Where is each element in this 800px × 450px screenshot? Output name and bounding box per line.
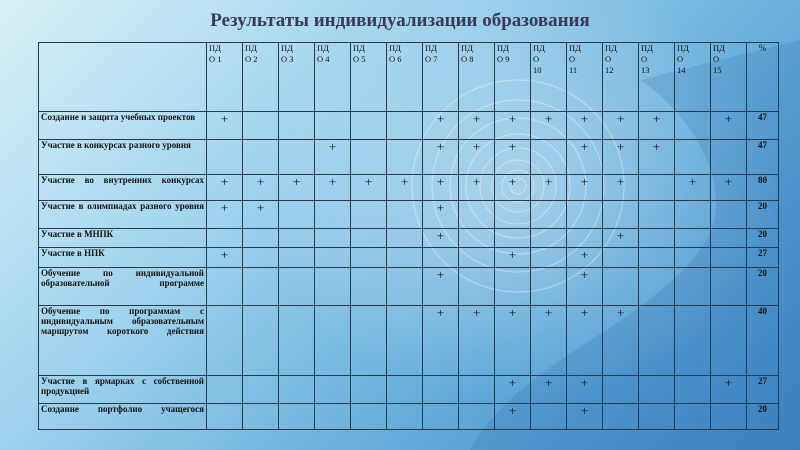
plus-mark: + xyxy=(508,403,517,418)
column-header-pdo-2 xyxy=(243,43,279,112)
mark-cell xyxy=(603,306,639,376)
plus-mark: + xyxy=(436,139,445,154)
plus-mark: + xyxy=(220,174,229,189)
mark-cell xyxy=(603,404,639,430)
page-title: Результаты индивидуализации образования xyxy=(210,10,590,31)
column-header-line: ПД xyxy=(497,43,509,53)
mark-cell xyxy=(639,404,675,430)
percent-value: 20 xyxy=(747,229,779,248)
mark-cell xyxy=(243,112,279,140)
mark-cell xyxy=(315,201,351,229)
table-row xyxy=(39,248,779,268)
mark-cell xyxy=(207,175,243,201)
column-header-line: О xyxy=(641,54,648,64)
column-header-line: О 9 xyxy=(497,54,510,64)
mark-cell xyxy=(531,306,567,376)
row-label: Участие в НПК xyxy=(39,248,207,268)
column-header-pdo-4 xyxy=(315,43,351,112)
mark-cell xyxy=(675,404,711,430)
percent-value: 20 xyxy=(747,268,779,306)
mark-cell xyxy=(567,268,603,306)
plus-mark: + xyxy=(544,111,553,126)
mark-cell xyxy=(531,201,567,229)
plus-mark: + xyxy=(580,111,589,126)
column-header-line: О 8 xyxy=(461,54,474,64)
plus-mark: + xyxy=(544,375,553,390)
mark-cell xyxy=(639,248,675,268)
mark-cell xyxy=(243,404,279,430)
mark-cell xyxy=(531,376,567,404)
mark-cell xyxy=(279,248,315,268)
mark-cell xyxy=(387,248,423,268)
mark-cell xyxy=(279,404,315,430)
column-header-line: ПД xyxy=(461,43,473,53)
mark-cell xyxy=(675,175,711,201)
plus-mark: + xyxy=(616,139,625,154)
column-header-line: О xyxy=(533,54,540,64)
column-header-pdo-7 xyxy=(423,43,459,112)
mark-cell xyxy=(495,229,531,248)
column-header-line: О 4 xyxy=(317,54,330,64)
mark-cell xyxy=(279,201,315,229)
table-row xyxy=(39,229,779,248)
row-label: Участие во внутренних конкурсах xyxy=(39,175,207,201)
plus-mark: + xyxy=(688,174,697,189)
mark-cell xyxy=(603,229,639,248)
column-header-line: 14 xyxy=(677,65,686,75)
column-header-line: О 6 xyxy=(389,54,402,64)
plus-mark: + xyxy=(580,375,589,390)
column-header-line: О 7 xyxy=(425,54,438,64)
mark-cell xyxy=(711,229,747,248)
mark-cell xyxy=(423,175,459,201)
mark-cell xyxy=(567,140,603,175)
row-label: Участие в олимпиадах разного уровня xyxy=(39,201,207,229)
mark-cell xyxy=(675,112,711,140)
column-header-line: ПД xyxy=(353,43,365,53)
column-header-line: ПД xyxy=(569,43,581,53)
mark-cell xyxy=(603,201,639,229)
mark-cell xyxy=(387,229,423,248)
mark-cell xyxy=(351,268,387,306)
mark-cell xyxy=(351,175,387,201)
row-label: Обучение по индивидуальной образовательной программе xyxy=(39,268,207,306)
plus-mark: + xyxy=(220,247,229,262)
plus-mark: + xyxy=(256,174,265,189)
mark-cell xyxy=(207,248,243,268)
plus-mark: + xyxy=(508,247,517,262)
column-header-pdo-6 xyxy=(387,43,423,112)
mark-cell xyxy=(711,175,747,201)
mark-cell xyxy=(711,248,747,268)
mark-cell xyxy=(711,268,747,306)
mark-cell xyxy=(567,248,603,268)
mark-cell xyxy=(531,268,567,306)
column-header-pdo-8 xyxy=(459,43,495,112)
plus-mark: + xyxy=(724,174,733,189)
mark-cell xyxy=(531,229,567,248)
mark-cell xyxy=(243,306,279,376)
mark-cell xyxy=(675,268,711,306)
percent-value: 27 xyxy=(747,248,779,268)
plus-mark: + xyxy=(436,111,445,126)
mark-cell xyxy=(675,376,711,404)
mark-cell xyxy=(207,268,243,306)
mark-cell xyxy=(711,201,747,229)
plus-mark: + xyxy=(220,111,229,126)
column-header-line: О xyxy=(605,54,612,64)
mark-cell xyxy=(639,175,675,201)
mark-cell xyxy=(279,268,315,306)
mark-cell xyxy=(351,248,387,268)
column-header-line: 15 xyxy=(713,65,722,75)
mark-cell xyxy=(315,112,351,140)
mark-cell xyxy=(459,404,495,430)
column-header-line: ПД xyxy=(425,43,437,53)
row-label: Создание портфолио учащегося xyxy=(39,404,207,430)
mark-cell xyxy=(207,140,243,175)
mark-cell xyxy=(603,175,639,201)
mark-cell xyxy=(567,229,603,248)
percent-value: 47 xyxy=(747,112,779,140)
mark-cell xyxy=(387,306,423,376)
mark-cell xyxy=(387,140,423,175)
mark-cell xyxy=(711,404,747,430)
mark-cell xyxy=(279,175,315,201)
percent-value: 20 xyxy=(747,404,779,430)
header-corner-cell xyxy=(39,43,207,112)
mark-cell xyxy=(243,248,279,268)
column-header-pdo-14 xyxy=(675,43,711,112)
plus-mark: + xyxy=(436,267,445,282)
mark-cell xyxy=(459,112,495,140)
plus-mark: + xyxy=(652,111,661,126)
mark-cell xyxy=(603,248,639,268)
mark-cell xyxy=(207,376,243,404)
mark-cell xyxy=(243,268,279,306)
column-header-line: ПД xyxy=(209,43,221,53)
column-header-line: ПД xyxy=(641,43,653,53)
mark-cell xyxy=(495,201,531,229)
mark-cell xyxy=(351,306,387,376)
column-header-pdo-10 xyxy=(531,43,567,112)
mark-cell xyxy=(711,306,747,376)
table-row xyxy=(39,175,779,201)
plus-mark: + xyxy=(580,267,589,282)
mark-cell xyxy=(495,140,531,175)
column-header-line: 12 xyxy=(605,65,614,75)
mark-cell xyxy=(639,140,675,175)
mark-cell xyxy=(423,201,459,229)
mark-cell xyxy=(279,306,315,376)
column-header-line: 11 xyxy=(569,65,578,75)
mark-cell xyxy=(459,175,495,201)
table-row xyxy=(39,201,779,229)
mark-cell xyxy=(603,112,639,140)
percent-value: 47 xyxy=(747,140,779,175)
mark-cell xyxy=(423,268,459,306)
plus-mark: + xyxy=(544,174,553,189)
column-header-line: О xyxy=(713,54,720,64)
mark-cell xyxy=(207,306,243,376)
mark-cell xyxy=(711,112,747,140)
plus-mark: + xyxy=(436,228,445,243)
column-header-line: О 3 xyxy=(281,54,294,64)
mark-cell xyxy=(243,201,279,229)
column-header-line: О 2 xyxy=(245,54,258,64)
plus-mark: + xyxy=(436,174,445,189)
mark-cell xyxy=(423,248,459,268)
percent-value: 20 xyxy=(747,201,779,229)
mark-cell xyxy=(351,201,387,229)
column-header-line: ПД xyxy=(389,43,401,53)
column-header-line: ПД xyxy=(281,43,293,53)
plus-mark: + xyxy=(724,375,733,390)
mark-cell xyxy=(567,376,603,404)
plus-mark: + xyxy=(508,375,517,390)
mark-cell xyxy=(711,376,747,404)
mark-cell xyxy=(675,248,711,268)
plus-mark: + xyxy=(508,111,517,126)
row-label: Создание и защита учебных проектов xyxy=(39,112,207,140)
mark-cell xyxy=(387,404,423,430)
mark-cell xyxy=(639,268,675,306)
mark-cell xyxy=(279,376,315,404)
plus-mark: + xyxy=(472,174,481,189)
mark-cell xyxy=(315,229,351,248)
table-row xyxy=(39,140,779,175)
plus-mark: + xyxy=(652,139,661,154)
plus-mark: + xyxy=(436,305,445,320)
mark-cell xyxy=(207,404,243,430)
plus-mark: + xyxy=(364,174,373,189)
mark-cell xyxy=(459,201,495,229)
mark-cell xyxy=(315,268,351,306)
column-header-pdo-15 xyxy=(711,43,747,112)
plus-mark: + xyxy=(580,403,589,418)
mark-cell xyxy=(351,229,387,248)
plus-mark: + xyxy=(616,305,625,320)
table-row xyxy=(39,404,779,430)
column-header-line: ПД xyxy=(713,43,725,53)
mark-cell xyxy=(423,112,459,140)
mark-cell xyxy=(243,175,279,201)
mark-cell xyxy=(675,229,711,248)
percent-value: 40 xyxy=(747,306,779,376)
mark-cell xyxy=(603,268,639,306)
mark-cell xyxy=(567,201,603,229)
mark-cell xyxy=(351,140,387,175)
mark-cell xyxy=(459,248,495,268)
column-header-line: ПД xyxy=(605,43,617,53)
column-header-line: О 5 xyxy=(353,54,366,64)
mark-cell xyxy=(495,112,531,140)
mark-cell xyxy=(531,175,567,201)
mark-cell xyxy=(315,175,351,201)
column-header-line: О xyxy=(569,54,576,64)
mark-cell xyxy=(279,112,315,140)
mark-cell xyxy=(495,404,531,430)
mark-cell xyxy=(387,268,423,306)
mark-cell xyxy=(639,229,675,248)
mark-cell xyxy=(207,201,243,229)
mark-cell xyxy=(495,376,531,404)
plus-mark: + xyxy=(472,139,481,154)
mark-cell xyxy=(279,229,315,248)
mark-cell xyxy=(603,376,639,404)
mark-cell xyxy=(495,175,531,201)
column-header-line: ПД xyxy=(317,43,329,53)
mark-cell xyxy=(243,140,279,175)
mark-cell xyxy=(459,376,495,404)
mark-cell xyxy=(567,404,603,430)
plus-mark: + xyxy=(508,139,517,154)
mark-cell xyxy=(423,404,459,430)
mark-cell xyxy=(243,229,279,248)
row-label: Участие в ярмарках с собственной продукцией xyxy=(39,376,207,404)
plus-mark: + xyxy=(400,174,409,189)
column-header-pdo-1 xyxy=(207,43,243,112)
table-row xyxy=(39,376,779,404)
column-header-line: ПД xyxy=(245,43,257,53)
mark-cell xyxy=(567,112,603,140)
mark-cell xyxy=(495,248,531,268)
plus-mark: + xyxy=(508,174,517,189)
mark-cell xyxy=(387,201,423,229)
mark-cell xyxy=(567,306,603,376)
mark-cell xyxy=(315,140,351,175)
mark-cell xyxy=(639,376,675,404)
row-label: Обучение по программам с индивидуальным образовательным маршрутом короткого действия xyxy=(39,306,207,376)
column-header-line: ПД xyxy=(677,43,689,53)
mark-cell xyxy=(387,376,423,404)
plus-mark: + xyxy=(472,111,481,126)
mark-cell xyxy=(531,248,567,268)
table-body xyxy=(39,112,779,430)
row-label: Участие в конкурсах разного уровня xyxy=(39,140,207,175)
column-header-pdo-9 xyxy=(495,43,531,112)
plus-mark: + xyxy=(580,174,589,189)
mark-cell xyxy=(207,229,243,248)
plus-mark: + xyxy=(436,200,445,215)
plus-mark: + xyxy=(544,305,553,320)
mark-cell xyxy=(495,268,531,306)
mark-cell xyxy=(459,229,495,248)
mark-cell xyxy=(531,140,567,175)
mark-cell xyxy=(639,112,675,140)
column-header-pdo-11 xyxy=(567,43,603,112)
plus-mark: + xyxy=(292,174,301,189)
mark-cell xyxy=(315,404,351,430)
table-row xyxy=(39,306,779,376)
mark-cell xyxy=(423,229,459,248)
mark-cell xyxy=(351,404,387,430)
column-header-line: О xyxy=(677,54,684,64)
mark-cell xyxy=(423,376,459,404)
plus-mark: + xyxy=(724,111,733,126)
mark-cell xyxy=(675,140,711,175)
results-table xyxy=(38,42,779,430)
plus-mark: + xyxy=(256,200,265,215)
mark-cell xyxy=(423,306,459,376)
plus-mark: + xyxy=(580,305,589,320)
mark-cell xyxy=(459,140,495,175)
mark-cell xyxy=(315,248,351,268)
plus-mark: + xyxy=(616,228,625,243)
column-header-pdo-12 xyxy=(603,43,639,112)
mark-cell xyxy=(459,306,495,376)
column-header-line: 10 xyxy=(533,65,542,75)
column-header-line: О 1 xyxy=(209,54,222,64)
mark-cell xyxy=(639,306,675,376)
plus-mark: + xyxy=(616,174,625,189)
plus-mark: + xyxy=(616,111,625,126)
table-row xyxy=(39,268,779,306)
table-row xyxy=(39,112,779,140)
mark-cell xyxy=(207,112,243,140)
mark-cell xyxy=(423,140,459,175)
mark-cell xyxy=(675,306,711,376)
column-header-line: ПД xyxy=(533,43,545,53)
mark-cell xyxy=(531,112,567,140)
mark-cell xyxy=(315,306,351,376)
mark-cell xyxy=(603,140,639,175)
plus-mark: + xyxy=(580,247,589,262)
header-row xyxy=(39,43,779,112)
mark-cell xyxy=(387,175,423,201)
mark-cell xyxy=(351,376,387,404)
plus-mark: + xyxy=(328,139,337,154)
plus-mark: + xyxy=(472,305,481,320)
column-header-line: 13 xyxy=(641,65,650,75)
mark-cell xyxy=(567,175,603,201)
percent-value: 80 xyxy=(747,175,779,201)
column-header-pdo-3 xyxy=(279,43,315,112)
mark-cell xyxy=(675,201,711,229)
mark-cell xyxy=(243,376,279,404)
column-header-pdo-5 xyxy=(351,43,387,112)
plus-mark: + xyxy=(220,200,229,215)
row-label: Участие в МНПК xyxy=(39,229,207,248)
mark-cell xyxy=(711,140,747,175)
mark-cell xyxy=(315,376,351,404)
column-header-percent: % xyxy=(747,43,779,112)
mark-cell xyxy=(459,268,495,306)
mark-cell xyxy=(531,404,567,430)
mark-cell xyxy=(639,201,675,229)
percent-value: 27 xyxy=(747,376,779,404)
mark-cell xyxy=(351,112,387,140)
mark-cell xyxy=(495,306,531,376)
mark-cell xyxy=(279,140,315,175)
plus-mark: + xyxy=(580,139,589,154)
plus-mark: + xyxy=(328,174,337,189)
column-header-pdo-13 xyxy=(639,43,675,112)
mark-cell xyxy=(387,112,423,140)
plus-mark: + xyxy=(508,305,517,320)
